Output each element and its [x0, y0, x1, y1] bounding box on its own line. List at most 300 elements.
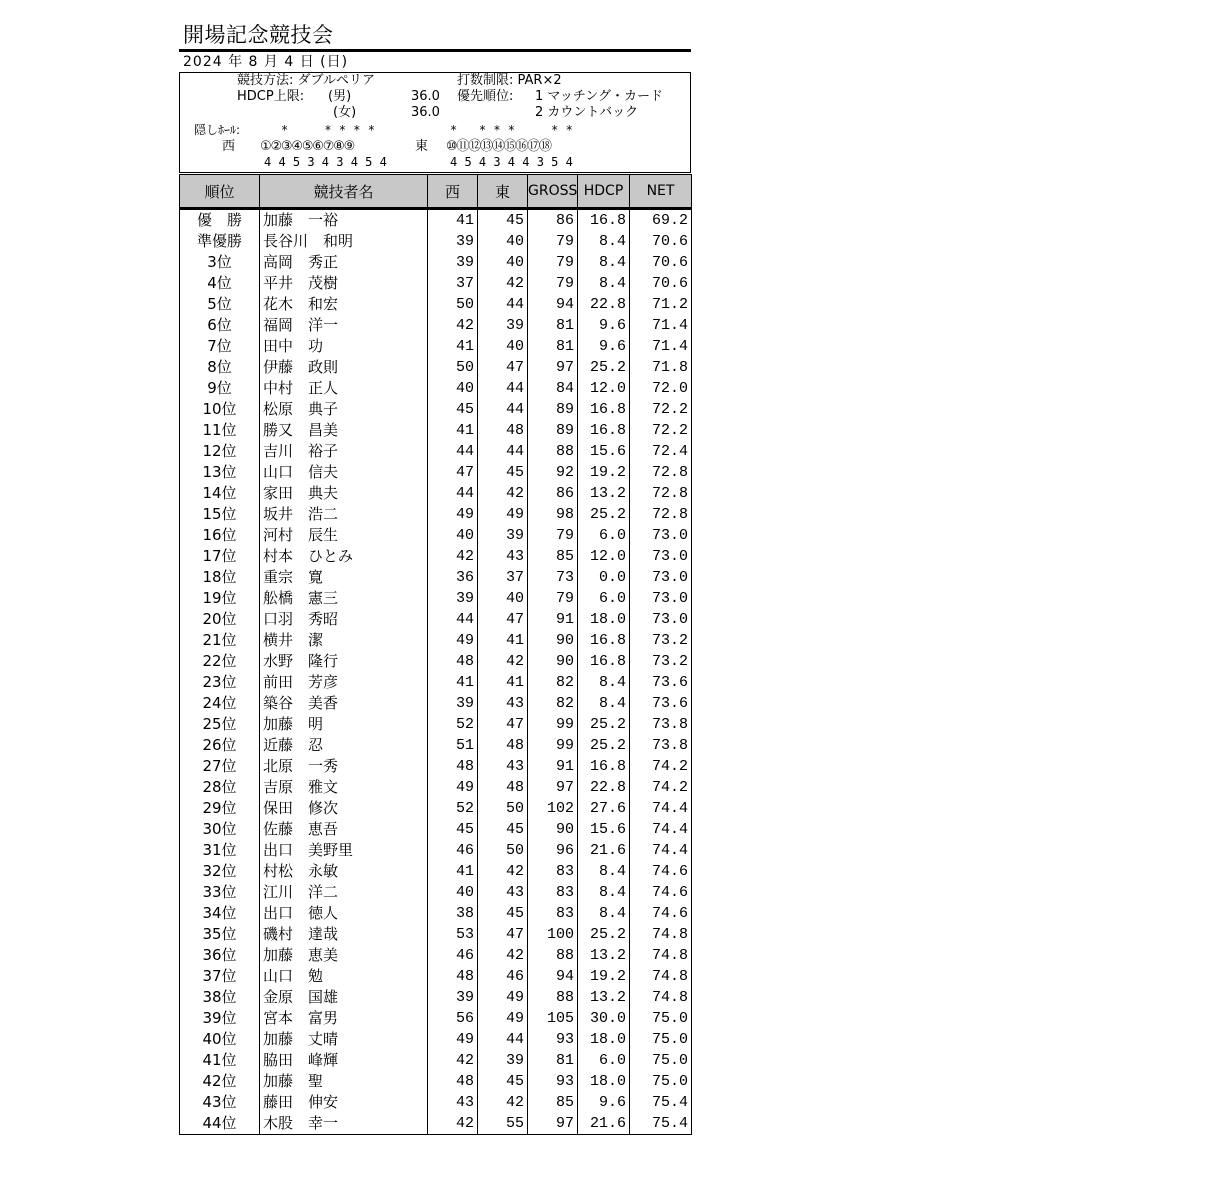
cell-net: 74.8	[630, 987, 692, 1008]
cell-hdcp: 6.0	[578, 1050, 630, 1071]
cell-east: 43	[478, 546, 528, 567]
cell-gross: 93	[528, 1071, 578, 1092]
table-row	[180, 861, 692, 882]
cell-net: 69.2	[630, 209, 692, 232]
cell-gross: 85	[528, 1092, 578, 1113]
cell-name: 佐藤 恵吾	[260, 819, 428, 840]
cell-gross: 79	[528, 588, 578, 609]
cell-hdcp: 16.8	[578, 756, 630, 777]
cell-hdcp: 6.0	[578, 525, 630, 546]
cell-gross: 94	[528, 966, 578, 987]
cell-hdcp: 8.4	[578, 273, 630, 294]
table-row	[180, 1029, 692, 1050]
cell-net: 75.4	[630, 1092, 692, 1113]
cell-rank: 30位	[180, 819, 260, 840]
cell-gross: 99	[528, 714, 578, 735]
cell-name: 木股 幸一	[260, 1113, 428, 1135]
cell-east: 45	[478, 209, 528, 232]
cell-rank: 8位	[180, 357, 260, 378]
hidden-east-marks: * * * * * *	[450, 123, 573, 137]
cell-name: 金原 国雄	[260, 987, 428, 1008]
cell-west: 44	[428, 609, 478, 630]
cell-east: 42	[478, 273, 528, 294]
cell-name: 加藤 丈晴	[260, 1029, 428, 1050]
cell-net: 73.8	[630, 714, 692, 735]
cell-rank: 12位	[180, 441, 260, 462]
cell-hdcp: 12.0	[578, 378, 630, 399]
table-header-row	[180, 175, 692, 209]
cell-name: 築谷 美香	[260, 693, 428, 714]
table-row	[180, 525, 692, 546]
cell-gross: 93	[528, 1029, 578, 1050]
cell-west: 45	[428, 399, 478, 420]
cell-net: 71.2	[630, 294, 692, 315]
cell-net: 74.2	[630, 777, 692, 798]
cell-hdcp: 16.8	[578, 399, 630, 420]
cell-east: 49	[478, 1008, 528, 1029]
cell-name: 宮本 富男	[260, 1008, 428, 1029]
cell-name: 脇田 峰輝	[260, 1050, 428, 1071]
table-row	[180, 462, 692, 483]
cell-net: 72.2	[630, 420, 692, 441]
table-row	[180, 777, 692, 798]
cell-gross: 83	[528, 882, 578, 903]
cell-gross: 85	[528, 546, 578, 567]
cell-hdcp: 0.0	[578, 567, 630, 588]
cell-name: 平井 茂樹	[260, 273, 428, 294]
cell-rank: 29位	[180, 798, 260, 819]
cell-west: 52	[428, 798, 478, 819]
cell-west: 50	[428, 294, 478, 315]
cell-rank: 33位	[180, 882, 260, 903]
cell-hdcp: 22.8	[578, 294, 630, 315]
cell-west: 39	[428, 987, 478, 1008]
cell-net: 74.8	[630, 945, 692, 966]
cell-hdcp: 16.8	[578, 651, 630, 672]
table-row	[180, 399, 692, 420]
cell-net: 72.8	[630, 483, 692, 504]
table-row	[180, 1113, 692, 1135]
cell-hdcp: 13.2	[578, 483, 630, 504]
cell-rank: 43位	[180, 1092, 260, 1113]
method-text: 競技方法: ダブルペリア	[237, 73, 375, 88]
cell-name: 河村 辰生	[260, 525, 428, 546]
cell-name: 江川 洋二	[260, 882, 428, 903]
cell-hdcp: 18.0	[578, 1029, 630, 1050]
cell-hdcp: 8.4	[578, 882, 630, 903]
cell-gross: 90	[528, 819, 578, 840]
table-row	[180, 588, 692, 609]
cell-gross: 90	[528, 651, 578, 672]
cell-hdcp: 13.2	[578, 987, 630, 1008]
table-row	[180, 756, 692, 777]
table-row	[180, 651, 692, 672]
cell-west: 52	[428, 714, 478, 735]
cell-net: 72.8	[630, 504, 692, 525]
cell-hdcp: 19.2	[578, 966, 630, 987]
cell-west: 43	[428, 1092, 478, 1113]
cell-net: 74.2	[630, 756, 692, 777]
cell-net: 74.4	[630, 798, 692, 819]
table-row	[180, 798, 692, 819]
header-net: NET	[630, 175, 692, 209]
cell-west: 51	[428, 735, 478, 756]
cell-net: 73.6	[630, 693, 692, 714]
cell-west: 48	[428, 1071, 478, 1092]
table-row	[180, 357, 692, 378]
cell-rank: 19位	[180, 588, 260, 609]
cell-west: 42	[428, 546, 478, 567]
cell-gross: 94	[528, 294, 578, 315]
cell-net: 74.6	[630, 882, 692, 903]
table-row	[180, 1092, 692, 1113]
cell-west: 53	[428, 924, 478, 945]
table-row	[180, 1071, 692, 1092]
cell-gross: 79	[528, 252, 578, 273]
cell-east: 39	[478, 315, 528, 336]
cell-east: 43	[478, 882, 528, 903]
cell-east: 44	[478, 399, 528, 420]
table-row	[180, 966, 692, 987]
cell-gross: 88	[528, 441, 578, 462]
cell-hdcp: 25.2	[578, 357, 630, 378]
cell-name: 舩橋 憲三	[260, 588, 428, 609]
cell-west: 40	[428, 525, 478, 546]
cell-hdcp: 18.0	[578, 1071, 630, 1092]
cell-west: 49	[428, 630, 478, 651]
cell-net: 73.8	[630, 735, 692, 756]
cell-net: 73.0	[630, 546, 692, 567]
table-row	[180, 567, 692, 588]
cell-rank: 24位	[180, 693, 260, 714]
cell-rank: 26位	[180, 735, 260, 756]
cell-gross: 88	[528, 945, 578, 966]
cell-east: 42	[478, 861, 528, 882]
cell-east: 49	[478, 987, 528, 1008]
cell-east: 44	[478, 294, 528, 315]
cell-gross: 73	[528, 567, 578, 588]
east-par: 4 5 4 3 4 4 3 5 4	[450, 155, 573, 169]
cell-rank: 34位	[180, 903, 260, 924]
table-row	[180, 420, 692, 441]
cell-net: 74.6	[630, 903, 692, 924]
cell-hdcp: 8.4	[578, 672, 630, 693]
page-title: 開場記念競技会	[179, 22, 691, 52]
table-row	[180, 231, 692, 252]
cell-rank: 40位	[180, 1029, 260, 1050]
cell-name: 山口 勉	[260, 966, 428, 987]
cell-east: 55	[478, 1113, 528, 1135]
cell-west: 50	[428, 357, 478, 378]
results-table	[179, 174, 692, 1135]
cell-rank: 23位	[180, 672, 260, 693]
cell-hdcp: 13.2	[578, 945, 630, 966]
cell-gross: 91	[528, 609, 578, 630]
cell-hdcp: 19.2	[578, 462, 630, 483]
table-row	[180, 273, 692, 294]
cell-net: 73.2	[630, 630, 692, 651]
cell-net: 75.0	[630, 1050, 692, 1071]
cell-east: 43	[478, 756, 528, 777]
cell-gross: 79	[528, 525, 578, 546]
cell-west: 39	[428, 693, 478, 714]
event-date: 2024 年 8 月 4 日 (日)	[183, 54, 349, 70]
cell-rank: 4位	[180, 273, 260, 294]
cell-east: 41	[478, 672, 528, 693]
cell-name: 吉原 雅文	[260, 777, 428, 798]
cell-net: 73.6	[630, 672, 692, 693]
cell-hdcp: 15.6	[578, 819, 630, 840]
cell-hdcp: 8.4	[578, 861, 630, 882]
cell-west: 41	[428, 420, 478, 441]
cell-east: 45	[478, 1071, 528, 1092]
cell-west: 44	[428, 441, 478, 462]
cell-hdcp: 9.6	[578, 315, 630, 336]
cell-east: 42	[478, 1092, 528, 1113]
cell-name: 吉川 裕子	[260, 441, 428, 462]
table-row	[180, 1008, 692, 1029]
hdcp-label: HDCP上限:	[237, 89, 305, 104]
cell-east: 44	[478, 441, 528, 462]
table-row	[180, 294, 692, 315]
cell-name: 家田 典夫	[260, 483, 428, 504]
cell-rank: 優 勝	[180, 209, 260, 232]
cell-name: 横井 潔	[260, 630, 428, 651]
cell-hdcp: 16.8	[578, 209, 630, 232]
cell-name: 保田 修次	[260, 798, 428, 819]
cell-rank: 32位	[180, 861, 260, 882]
cell-net: 73.0	[630, 588, 692, 609]
cell-name: 勝又 昌美	[260, 420, 428, 441]
cell-hdcp: 8.4	[578, 903, 630, 924]
cell-east: 44	[478, 1029, 528, 1050]
cell-name: 花木 和宏	[260, 294, 428, 315]
cell-rank: 10位	[180, 399, 260, 420]
cell-rank: 39位	[180, 1008, 260, 1029]
cell-west: 48	[428, 966, 478, 987]
cell-west: 48	[428, 651, 478, 672]
cell-hdcp: 18.0	[578, 609, 630, 630]
cell-name: 前田 芳彦	[260, 672, 428, 693]
header-east: 東	[478, 175, 528, 209]
cell-east: 46	[478, 966, 528, 987]
table-row	[180, 252, 692, 273]
cell-east: 50	[478, 840, 528, 861]
cell-east: 49	[478, 504, 528, 525]
table-row	[180, 987, 692, 1008]
cell-hdcp: 8.4	[578, 252, 630, 273]
cell-net: 74.4	[630, 819, 692, 840]
cell-net: 71.4	[630, 336, 692, 357]
male-value: 36.0	[411, 89, 440, 104]
cell-rank: 41位	[180, 1050, 260, 1071]
cell-net: 74.8	[630, 966, 692, 987]
table-row	[180, 378, 692, 399]
cell-net: 72.0	[630, 378, 692, 399]
cell-west: 47	[428, 462, 478, 483]
cell-name: 重宗 寛	[260, 567, 428, 588]
cell-west: 49	[428, 777, 478, 798]
hidden-holes-label: 隠しﾎｰﾙ:	[194, 123, 241, 137]
cell-name: 村本 ひとみ	[260, 546, 428, 567]
cell-west: 49	[428, 1029, 478, 1050]
cell-hdcp: 9.6	[578, 336, 630, 357]
cell-hdcp: 8.4	[578, 693, 630, 714]
cell-west: 41	[428, 672, 478, 693]
cell-east: 47	[478, 714, 528, 735]
cell-name: 加藤 聖	[260, 1071, 428, 1092]
cell-name: 近藤 忍	[260, 735, 428, 756]
table-row	[180, 945, 692, 966]
cell-gross: 81	[528, 315, 578, 336]
west-par: 4 4 5 3 4 3 4 5 4	[264, 155, 387, 169]
cell-hdcp: 6.0	[578, 588, 630, 609]
cell-west: 44	[428, 483, 478, 504]
cell-gross: 102	[528, 798, 578, 819]
cell-east: 45	[478, 819, 528, 840]
cell-gross: 79	[528, 231, 578, 252]
cell-rank: 準優勝	[180, 231, 260, 252]
cell-name: 高岡 秀正	[260, 252, 428, 273]
cell-name: 田中 功	[260, 336, 428, 357]
west-holes: ①②③④⑤⑥⑦⑧⑨	[260, 139, 355, 154]
cell-net: 74.6	[630, 861, 692, 882]
cell-rank: 28位	[180, 777, 260, 798]
cell-rank: 14位	[180, 483, 260, 504]
cell-east: 42	[478, 945, 528, 966]
cell-net: 72.4	[630, 441, 692, 462]
cell-west: 38	[428, 903, 478, 924]
east-holes: ⑩⑪⑫⑬⑭⑮⑯⑰⑱	[446, 139, 551, 154]
table-row	[180, 714, 692, 735]
table-row	[180, 1050, 692, 1071]
cell-rank: 25位	[180, 714, 260, 735]
cell-west: 41	[428, 336, 478, 357]
cell-hdcp: 12.0	[578, 546, 630, 567]
cell-gross: 92	[528, 462, 578, 483]
cell-rank: 11位	[180, 420, 260, 441]
cell-name: 出口 徳人	[260, 903, 428, 924]
cell-east: 45	[478, 462, 528, 483]
cell-east: 40	[478, 588, 528, 609]
cell-rank: 3位	[180, 252, 260, 273]
cell-east: 43	[478, 693, 528, 714]
cell-name: 松原 典子	[260, 399, 428, 420]
cell-hdcp: 27.6	[578, 798, 630, 819]
cell-hdcp: 16.8	[578, 420, 630, 441]
cell-east: 50	[478, 798, 528, 819]
cell-net: 71.8	[630, 357, 692, 378]
cell-rank: 7位	[180, 336, 260, 357]
cell-gross: 98	[528, 504, 578, 525]
priority-2: 2 カウントバック	[535, 105, 639, 120]
cell-west: 41	[428, 209, 478, 232]
cell-gross: 83	[528, 861, 578, 882]
cell-name: 山口 信夫	[260, 462, 428, 483]
cell-name: 加藤 明	[260, 714, 428, 735]
cell-east: 39	[478, 525, 528, 546]
cell-net: 70.6	[630, 231, 692, 252]
cell-west: 39	[428, 252, 478, 273]
cell-net: 75.4	[630, 1113, 692, 1135]
cell-gross: 81	[528, 336, 578, 357]
cell-gross: 105	[528, 1008, 578, 1029]
cell-east: 47	[478, 357, 528, 378]
header-gross: GROSS	[528, 175, 578, 209]
cell-rank: 35位	[180, 924, 260, 945]
cell-east: 39	[478, 1050, 528, 1071]
cell-hdcp: 25.2	[578, 924, 630, 945]
cell-name: 北原 一秀	[260, 756, 428, 777]
cell-net: 73.0	[630, 609, 692, 630]
cell-gross: 97	[528, 357, 578, 378]
cell-rank: 42位	[180, 1071, 260, 1092]
cell-east: 45	[478, 903, 528, 924]
cell-rank: 20位	[180, 609, 260, 630]
cell-gross: 84	[528, 378, 578, 399]
table-row	[180, 483, 692, 504]
cell-east: 42	[478, 651, 528, 672]
cell-hdcp: 25.2	[578, 735, 630, 756]
table-row	[180, 924, 692, 945]
cell-east: 47	[478, 924, 528, 945]
cell-net: 74.8	[630, 924, 692, 945]
cell-gross: 86	[528, 483, 578, 504]
cell-net: 75.0	[630, 1071, 692, 1092]
header-west: 西	[428, 175, 478, 209]
cell-west: 46	[428, 945, 478, 966]
east-label: 東	[415, 139, 429, 154]
cell-hdcp: 21.6	[578, 1113, 630, 1135]
cell-rank: 36位	[180, 945, 260, 966]
cell-gross: 99	[528, 735, 578, 756]
cell-gross: 91	[528, 756, 578, 777]
female-label: (女)	[333, 105, 357, 120]
cell-name: 坂井 浩二	[260, 504, 428, 525]
table-row	[180, 315, 692, 336]
cell-name: 加藤 一裕	[260, 209, 428, 232]
cell-rank: 5位	[180, 294, 260, 315]
cell-name: 水野 隆行	[260, 651, 428, 672]
cell-gross: 82	[528, 693, 578, 714]
cell-name: 福岡 洋一	[260, 315, 428, 336]
cell-west: 41	[428, 861, 478, 882]
cell-name: 長谷川 和明	[260, 231, 428, 252]
table-row	[180, 672, 692, 693]
cell-rank: 13位	[180, 462, 260, 483]
cell-net: 70.6	[630, 273, 692, 294]
table-row	[180, 693, 692, 714]
table-row	[180, 546, 692, 567]
cell-west: 39	[428, 588, 478, 609]
header-rank: 順位	[180, 175, 260, 209]
cell-hdcp: 25.2	[578, 504, 630, 525]
cell-gross: 79	[528, 273, 578, 294]
cell-east: 48	[478, 777, 528, 798]
cell-net: 71.4	[630, 315, 692, 336]
table-row	[180, 441, 692, 462]
cell-name: 加藤 恵美	[260, 945, 428, 966]
cell-net: 73.0	[630, 567, 692, 588]
cell-west: 49	[428, 504, 478, 525]
cell-hdcp: 9.6	[578, 1092, 630, 1113]
cell-hdcp: 25.2	[578, 714, 630, 735]
cell-east: 40	[478, 252, 528, 273]
header-hdcp: HDCP	[578, 175, 630, 209]
cell-hdcp: 16.8	[578, 630, 630, 651]
priority-label: 優先順位:	[457, 89, 514, 104]
cell-gross: 81	[528, 1050, 578, 1071]
